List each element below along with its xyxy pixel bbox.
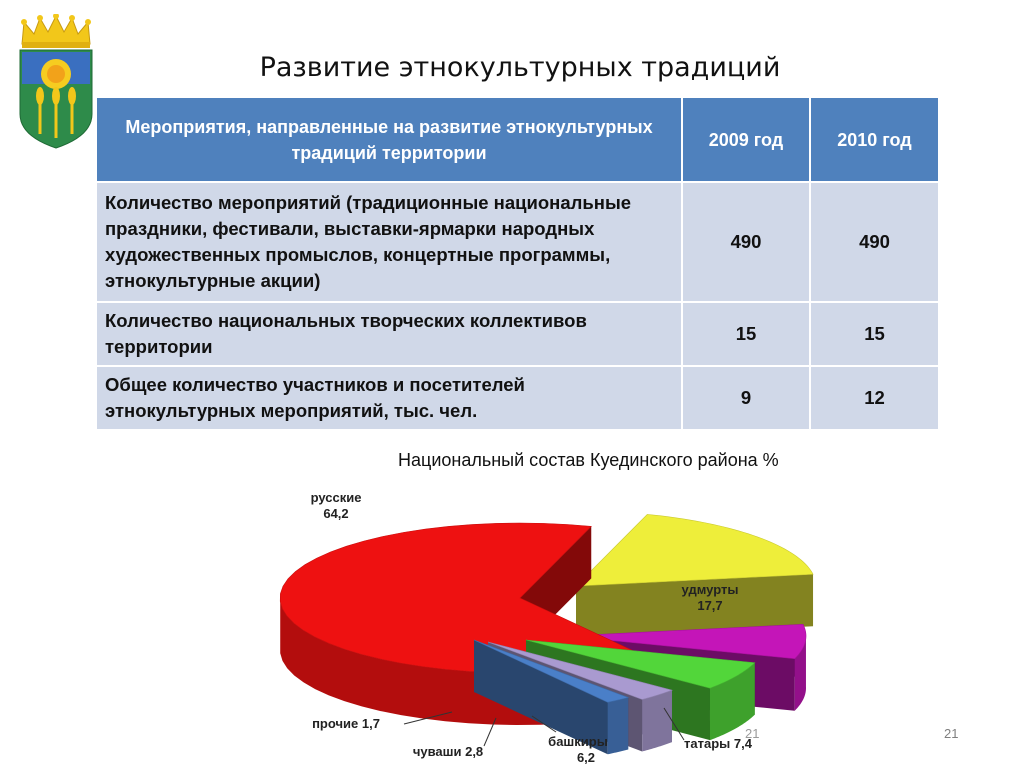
crown-icon (21, 14, 91, 48)
slice-value-label: 6,2 (576, 750, 596, 765)
slice-value-label: 64,2 (323, 506, 349, 521)
page-number: 21 (944, 726, 959, 741)
slice-label: русские (310, 490, 362, 505)
table-row (96, 302, 939, 366)
slide-title: Развитие этнокультурных традиций (259, 52, 781, 83)
table-cell: 12 (810, 366, 939, 430)
table-cell: Количество мероприятий (традиционные национальные праздники, фестивали, выставки-ярмарки народных художественных промыслов, концертные программы, этнокультурные акции) (96, 182, 682, 302)
table-cell: Общее количество участников и посетителей этнокультурных мероприятий, тыс. чел. (96, 366, 682, 430)
slice-label: прочие 1,7 (312, 716, 380, 731)
page-number-ghost: 21 (745, 726, 760, 741)
table-header-row (96, 97, 939, 182)
table-cell: 490 (682, 182, 810, 302)
table-row (96, 366, 939, 430)
wheat-ears-icon (36, 87, 76, 105)
slice-label: башкиры (548, 734, 608, 749)
pie-slice-удмурты (576, 514, 813, 638)
chart-title: Национальный состав Куединского района % (398, 450, 779, 470)
table-cell: 15 (682, 302, 810, 366)
column-header: 2009 год (682, 97, 810, 182)
table-row (96, 182, 939, 302)
slice-label: чуваши 2,8 (412, 744, 484, 759)
events-table (95, 96, 940, 431)
slice-label: удмурты (681, 582, 739, 597)
slice-label: татары 7,4 (684, 736, 752, 751)
table-cell: 9 (682, 366, 810, 430)
table-cell: 490 (810, 182, 939, 302)
pie-chart (0, 470, 1024, 768)
column-header: Мероприятия, направленные на развитие этнокультурных традиций территории (96, 97, 682, 182)
slice-value-label: 17,7 (697, 598, 723, 613)
table-cell: 15 (810, 302, 939, 366)
column-header: 2010 год (810, 97, 939, 182)
table-cell: Количество национальных творческих коллективов территории (96, 302, 682, 366)
